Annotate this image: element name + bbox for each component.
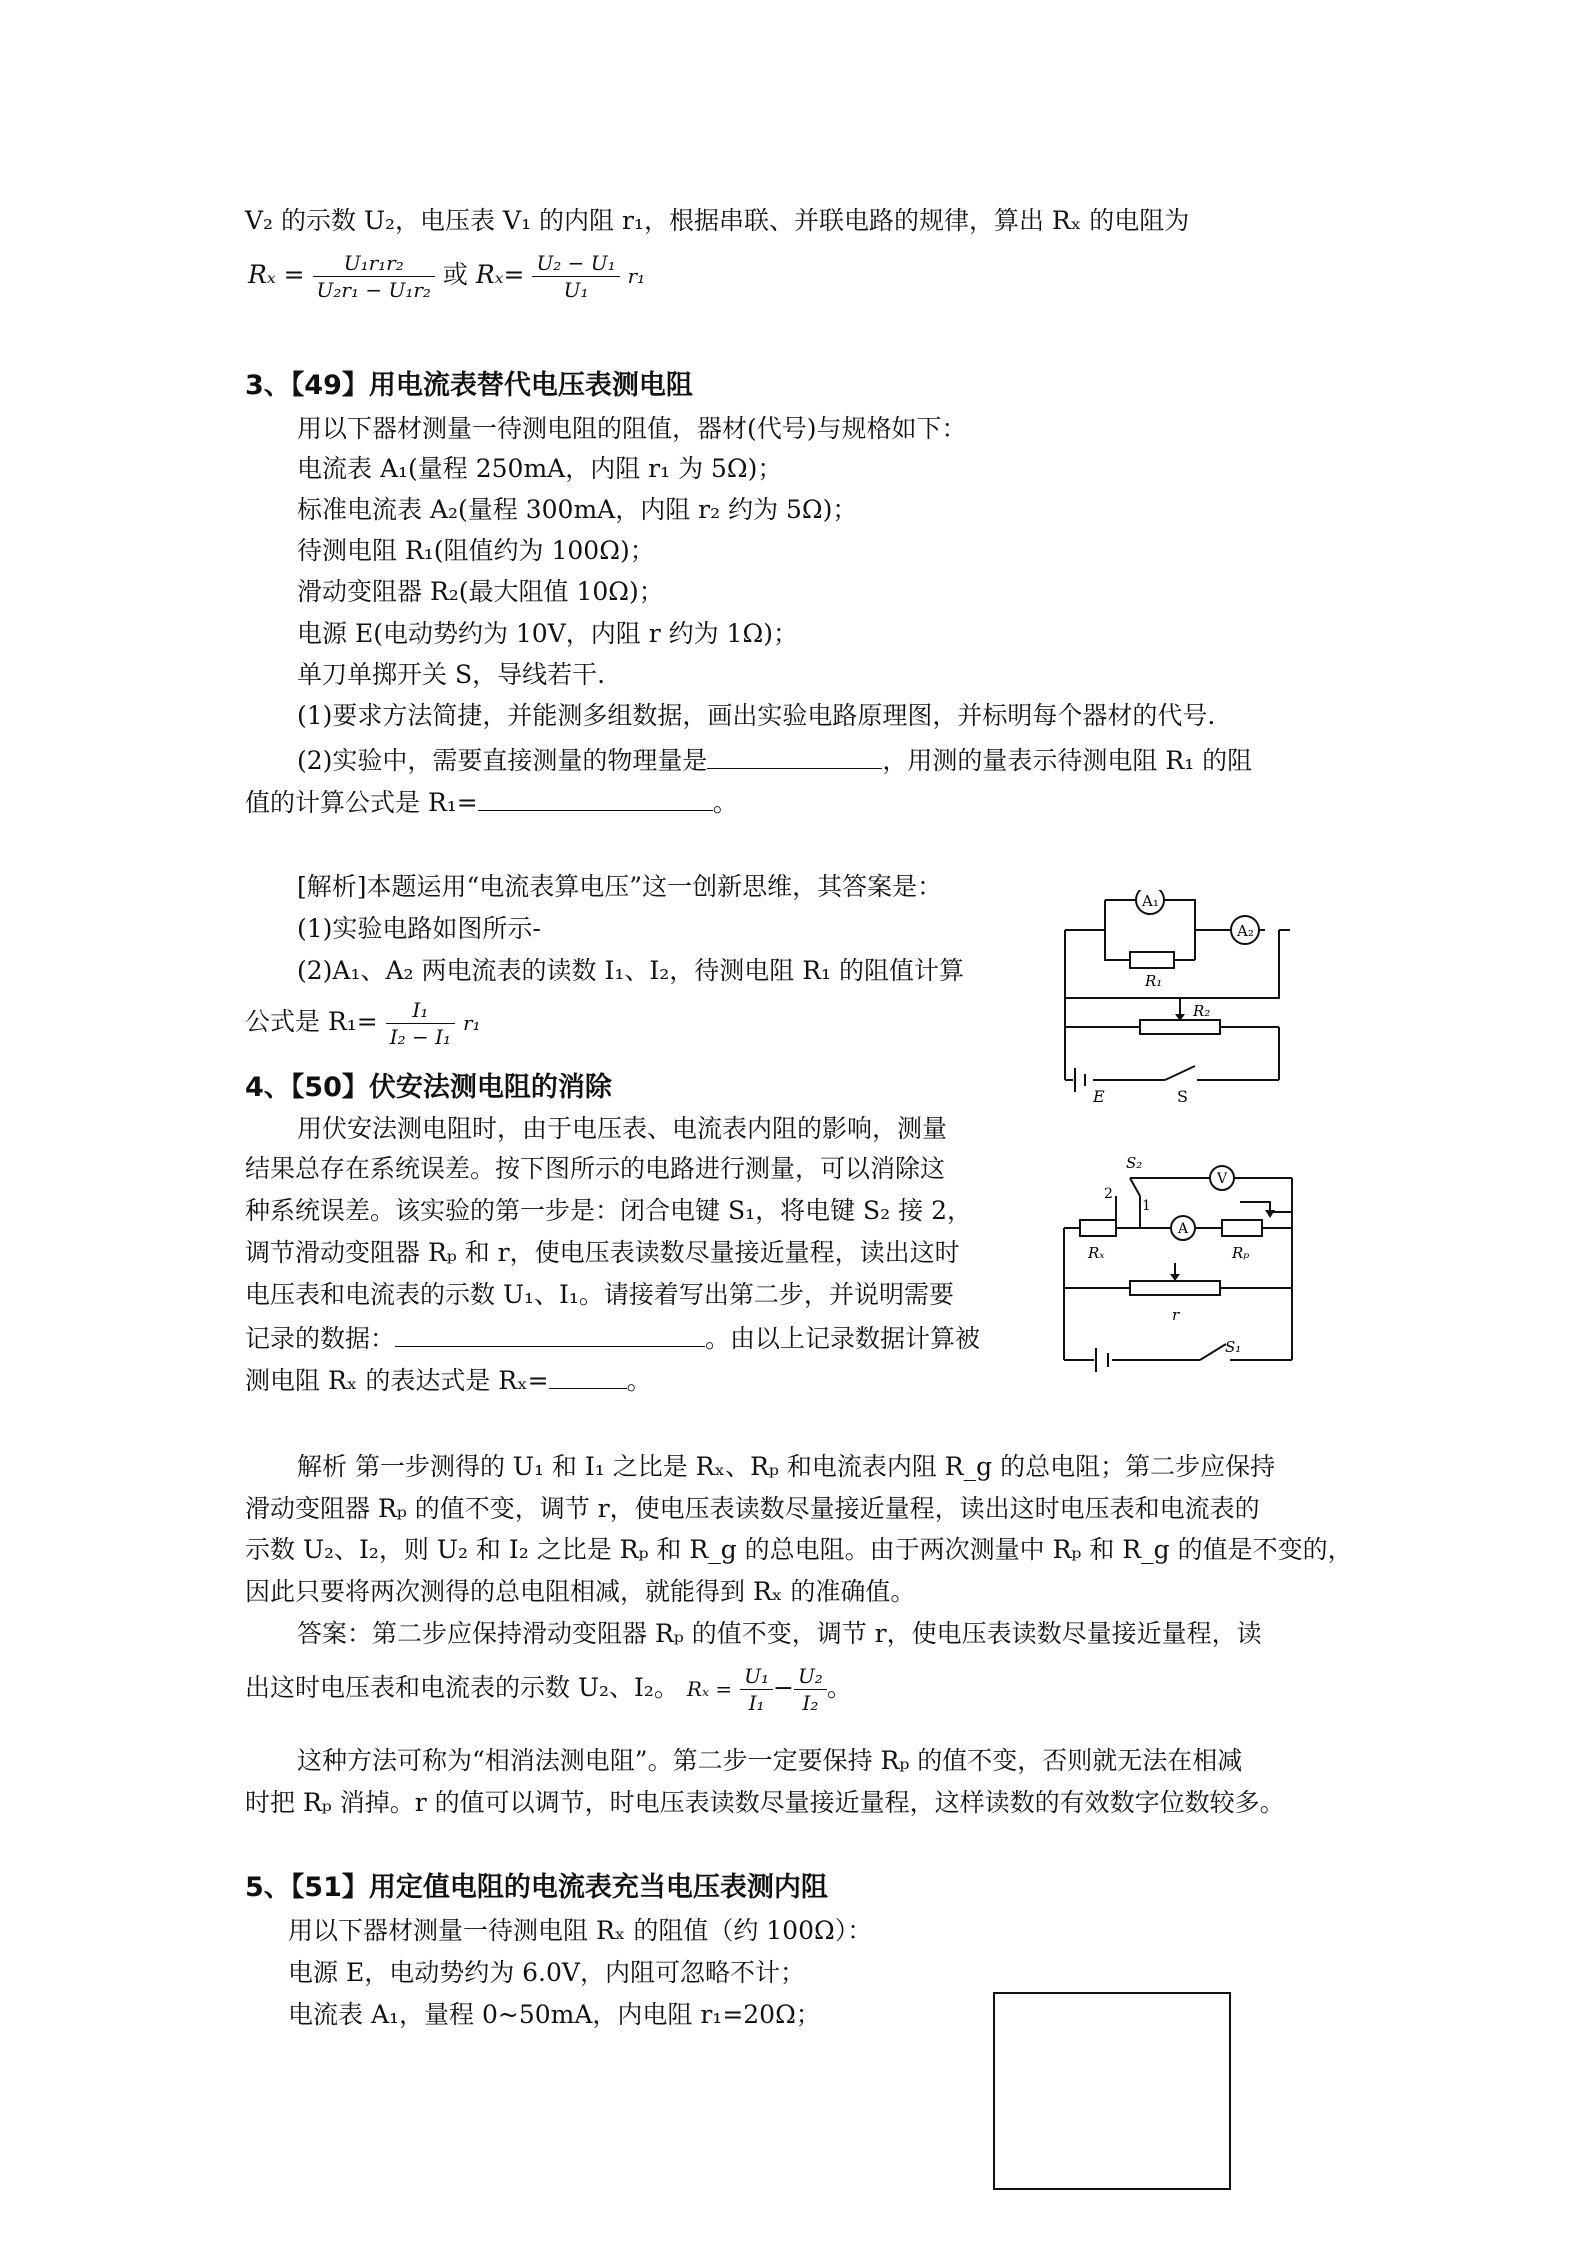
answer-blank (395, 1320, 705, 1347)
numerator: U₂ − U₁ (532, 250, 619, 277)
question-text: 。由以上记录数据计算被 (705, 1324, 981, 1353)
denominator: I₂ (802, 1691, 819, 1715)
circuit-diagram-1 (1045, 890, 1290, 1105)
text-line: 结果总存在系统误差。按下图所示的电路进行测量，可以消除这 (245, 1154, 946, 1183)
fraction (794, 1663, 827, 1716)
text-line: 滑动变阻器 Rₚ 的值不变，调节 r，使电压表读数尽量接近量程，读出这时电压表和电流表的 (245, 1494, 1260, 1523)
formula-tail: r₁ (627, 264, 646, 288)
battery-e-label: E (1093, 1087, 1105, 1105)
question-text: ，用测的量表示待测电阻 R₁ 的阻 (882, 746, 1253, 775)
ammeter-a2-label: A₂ (1237, 922, 1254, 940)
numerator: I₁ (386, 997, 455, 1024)
text-line: 示数 U₂、I₂，则 U₂ 和 I₂ 之比是 Rₚ 和 R_g 的总电阻。由于两次测量中 Rₚ 和 R_g 的值是不变的， (245, 1535, 1353, 1564)
formula-lhs: Rₓ = (686, 1677, 733, 1701)
rheostat-r2-label: R₂ (1193, 1002, 1211, 1020)
text-line: 调节滑动变阻器 Rₚ 和 r，使电压表读数尽量接近量程，读出这时 (245, 1238, 960, 1267)
question-text: 。 (712, 788, 738, 817)
text-line: 电流表 A₁，量程 0~50mA，内电阻 r₁=20Ω； (288, 2000, 821, 2029)
question-text: 公式是 R₁= (245, 1007, 378, 1036)
voltmeter-label: V (1217, 1171, 1228, 1187)
denominator: I₁ (748, 1691, 765, 1715)
fraction (386, 997, 455, 1050)
text-line: 电流表 A₁(量程 250mA，内阻 r₁ 为 5Ω)； (297, 454, 783, 483)
text-line: 用伏安法测电阻时，由于电压表、电流表内阻的影响，测量 (297, 1114, 948, 1143)
text-line (245, 1362, 652, 1398)
text-line: 电压表和电流表的示数 U₁、I₁。请接着写出第二步，并说明需要 (245, 1280, 954, 1309)
denominator: U₁ (563, 278, 589, 302)
answer-blank (549, 1362, 627, 1389)
circuit-diagram-2 (1060, 1148, 1300, 1388)
section-heading: 5、【51】用定值电阻的电流表充当电压表测内阻 (245, 1872, 828, 1903)
section-heading: 3、【49】用电流表替代电压表测电阻 (245, 370, 693, 401)
ammeter-a1-label: A₁ (1142, 892, 1159, 910)
rheostat-r-label: r (1172, 1306, 1180, 1324)
question-text: 。 (826, 1673, 852, 1702)
terminal-2-label: 2 (1104, 1186, 1113, 1202)
resistor-r1-label: R₁ (1145, 972, 1163, 990)
denominator: I₂ − I₁ (389, 1025, 452, 1049)
formula-lhs: Rₓ = (248, 260, 305, 289)
text-line: 电源 E(电动势约为 10V，内阻 r 约为 1Ω)； (297, 619, 798, 648)
switch-s-label: S (1177, 1087, 1188, 1105)
text-line: 这种方法可称为“相消法测电阻”。第二步一定要保持 Rₚ 的值不变，否则就无法在相减 (297, 1746, 1243, 1775)
numerator: U₂ (794, 1663, 827, 1690)
denominator: U₂r₁ − U₁r₂ (316, 278, 431, 302)
text-line: 答案：第二步应保持滑动变阻器 Rₚ 的值不变，调节 r，使电压表读数尽量接近量程，读 (297, 1619, 1262, 1648)
text-line: 因此只要将两次测得的总电阻相减，就能得到 Rₓ 的准确值。 (245, 1577, 916, 1606)
answer-blank (478, 784, 713, 811)
text-line (245, 1320, 980, 1356)
text-line: (1)要求方法简捷，并能测多组数据，画出实验电路原理图，并标明每个器材的代号. (297, 701, 1216, 730)
answer-box (993, 1992, 1231, 2190)
formula-lhs: Rₓ= (475, 260, 525, 289)
resistor-rx-label: Rₓ (1088, 1244, 1105, 1262)
text-line (245, 784, 738, 820)
text-line: (2)A₁、A₂ 两电流表的读数 I₁、I₂，待测电阻 R₁ 的阻值计算 (297, 956, 964, 985)
text-line: 滑动变阻器 R₂(最大阻值 10Ω)； (297, 577, 664, 606)
text-line: V₂ 的示数 U₂，电压表 V₁ 的内阻 r₁，根据串联、并联电路的规律，算出 Rₓ 的电阻为 (245, 206, 1190, 235)
question-text: 测电阻 Rₓ 的表达式是 Rₓ= (245, 1366, 549, 1395)
text-line: 待测电阻 R₁(阻值约为 100Ω)； (297, 536, 655, 565)
terminal-1-label: 1 (1142, 1198, 1151, 1214)
text-line: [解析]本题运用“电流表算电压”这一创新思维，其答案是： (297, 872, 943, 901)
fraction (740, 1663, 773, 1716)
text-line: (1)实验电路如图所示- (297, 914, 541, 943)
question-text: 出这时电压表和电流表的示数 U₂、I₂。 (245, 1673, 679, 1702)
formula-rx (248, 240, 645, 311)
section-heading: 4、【50】伏安法测电阻的消除 (245, 1072, 612, 1103)
or-text: 或 (442, 260, 468, 289)
text-line: 电源 E，电动势约为 6.0V，内阻可忽略不计； (288, 1958, 805, 1987)
switch-s1-label: S₁ (1225, 1338, 1242, 1356)
numerator: U₁ (740, 1663, 773, 1690)
text-line: 种系统误差。该实验的第一步是：闭合电键 S₁，将电键 S₂ 接 2， (245, 1196, 972, 1225)
rheostat-rp-label: Rₚ (1232, 1244, 1250, 1262)
answer-blank (707, 742, 882, 769)
numerator: U₁r₁r₂ (313, 250, 435, 277)
fraction (313, 250, 435, 303)
text-line: 时把 Rₚ 消掉。r 的值可以调节，时电压表读数尽量接近量程，这样读数的有效数字位数较多。 (245, 1788, 1285, 1817)
text-line: 用以下器材测量一待测电阻 Rₓ 的阻值（约 100Ω）： (288, 1916, 873, 1945)
switch-s2-label: S₂ (1126, 1154, 1143, 1172)
text-line (297, 742, 1252, 778)
question-text: 。 (626, 1366, 652, 1395)
formula-tail: r₁ (462, 1011, 481, 1035)
text-line: 标准电流表 A₂(量程 300mA，内阻 r₂ 约为 5Ω)； (297, 495, 858, 524)
text-line: 单刀单掷开关 S，导线若干. (297, 660, 606, 689)
text-line (245, 990, 481, 1055)
question-text: 值的计算公式是 R₁= (245, 788, 478, 817)
question-text: 记录的数据： (245, 1324, 396, 1353)
question-text: (2)实验中，需要直接测量的物理量是 (297, 746, 708, 775)
ammeter-label: A (1178, 1221, 1189, 1237)
text-line: 出这时电压表和电流表的示数 U₂、I₂。 Rₓ = $\frac{\text{U₁}}{\text{I₁}}$ − $\frac{\text{U₂}}{\text{I₂}}$ 。 (245, 1664, 852, 1715)
text-line: 用以下器材测量一待测电阻的阻值，器材(代号)与规格如下： (297, 414, 967, 443)
text-line: 解析 第一步测得的 U₁ 和 I₁ 之比是 Rₓ、Rₚ 和电流表内阻 R_g 的总电阻；第二步应保持 (297, 1452, 1276, 1481)
fraction (532, 250, 619, 303)
